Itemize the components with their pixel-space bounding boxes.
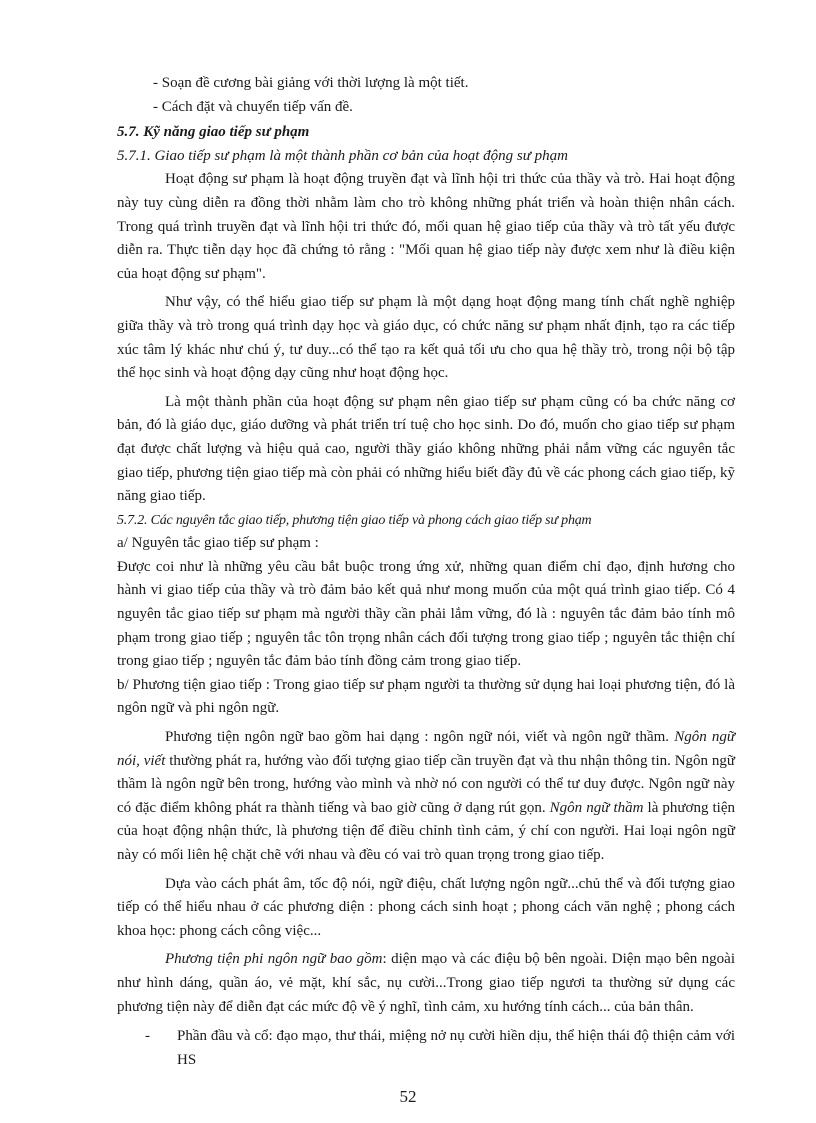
text-run: Phương tiện ngôn ngữ bao gồm hai dạng : ngôn ngữ nói, viết và ngôn ngữ thầm. [165,729,675,746]
paragraph: Hoạt động sư phạm là hoạt động truyền đạt và lĩnh hội tri thức của thầy và trò. Hai hoạt động này tuy cùng diễn ra đồng thời nhằm làm cho trò không những phát triển và hoàn thiện nhân cách. Trong quá trình truyền đạt và lĩnh hội tri thức đó, mối quan hệ giao tiếp của thầy và trò tất yếu được diễn ra. Thực tiễn dạy học đã chứng tỏ rằng : "Mối quan hệ giao tiếp này được xem như là điều kiện của hoạt động sư phạm". [117,171,735,282]
subsection-title: 5.7.1. Giao tiếp sư phạm là một thành phần cơ bản của hoạt động sư phạm [117,147,569,164]
page-number: 52 [399,1087,417,1106]
paragraph: Là một thành phần của hoạt động sư phạm nên giao tiếp sư phạm cũng có ba chức năng cơ bản, đó là giáo dục, giáo dưỡng và phát triển trí tuệ cho học sinh. Do đó, muốn cho giao tiếp sư phạm đạt được chất lượng và hiệu quả cao, người thầy giáo không những phải nắm vững các nguyên tắc giao tiếp, phương tiện giao tiếp mà còn phải có những hiểu biết đầy đủ về các phong cách giao tiếp, kỹ năng giao tiếp. [117,393,735,505]
italic-term: Ngôn ngữ nói, viết [117,729,735,769]
text-run: thường phát ra, hướng vào đối tượng giao tiếp cần truyền đạt và thu nhận thông tin. Ngôn ngữ thầm là ngôn ngữ bên trong, hướng vào mình và nhờ nó con người có thể tư duy được. Ngôn ngữ này có đặc điểm không phát ra thành tiếng và bao giờ cũng ở dạng rút gọn. [117,752,735,816]
top-list-item: - Cách đặt và chuyển tiếp vấn đề. [153,98,353,115]
paragraph [117,948,735,1019]
paragraph: Như vậy, có thể hiểu giao tiếp sư phạm là một dạng hoạt động mang tính chất nghề nghiệp giữa thầy và trò trong quá trình dạy học và giáo dục, có chức năng sư phạm nhất định, tạo ra các tiếp xúc tâm lý khác như chú ý, tư duy...có thể tạo ra kết quả tối ưu cho qua hệ thầy trò, trong nội bộ tập thể học sinh và hoạt động dạy cũng như hoạt động học. [117,294,735,382]
item-a-title: a/ Nguyên tắc giao tiếp sư phạm : [117,535,319,552]
paragraph: Dựa vào cách phát âm, tốc độ nói, ngữ điệu, chất lượng ngôn ngữ...chủ thể và đối tượng giao tiếp có thể hiểu nhau ở các phương diện : phong cách sinh hoạt ; phong cách văn nghệ ; phong cách khoa học: phong cách công việc... [117,875,735,939]
paragraph [117,726,735,868]
dash-list-item: - Phần đầu và cổ: đạo mạo, thư thái, miệng nở nụ cười hiền dịu, thể hiện thái độ thiện cảm với HS [145,1025,735,1072]
subsection-title: 5.7.2. Các nguyên tắc giao tiếp, phương tiện giao tiếp và phong cách giao tiếp sư phạm [117,512,592,528]
item-a-text: Được coi như là những yêu cầu bắt buộc trong ứng xử, những quan điểm chỉ đạo, định hương cho hành vi giao tiếp của thầy và trò đảm bảo kết quả như mong muốn của một quá trình giao tiếp. Có 4 nguyên tắc giao tiếp sư phạm mà người thầy cần phải lắm vững, đó là : nguyên tắc đảm bảo tính mô phạm trong giao tiếp ; nguyên tắc tôn trọng nhân cách đối tượng trong giao tiếp ; nguyên tắc thiện chí trong giao tiếp ; nguyên tắc đảm bảo tính đồng cảm trong giao tiếp. [117,558,735,670]
top-list [153,72,735,119]
text-run: là phương tiện của hoạt động nhận thức, là phương tiện để điều chỉnh tình cảm, ý chí con người. Hai loại ngôn ngữ này có mối liên hệ chặt chẽ với nhau và đều có vai trò quan trọng trong giao tiếp. [117,799,736,863]
text-column [117,72,735,1072]
text-run: : diện mạo và các điệu bộ bên ngoài. Diện mạo bên ngoài như hình dáng, quần áo, vẻ mặt, khí sắc, nụ cười...Trong giao tiếp ngươi ta thường sử dụng các phương tiện này để diễn đạt các mức độ về ý nghĩ, tình cảm, xu hướng tính cách... của bản thân. [117,951,735,1015]
section-title: 5.7. Kỹ năng giao tiếp sư phạm [117,124,310,141]
item-b-text: b/ Phương tiện giao tiếp : Trong giao tiếp sư phạm người ta thường sử dụng hai loại phương tiện, đó là ngôn ngữ và phi ngôn ngữ. [117,676,735,717]
top-list-item: - Soạn đề cương bài giảng với thời lượng là một tiết. [153,75,469,91]
italic-term: Ngôn ngữ thầm [549,799,644,816]
italic-term: Phương tiện phi ngôn ngữ bao gồm [165,951,383,968]
